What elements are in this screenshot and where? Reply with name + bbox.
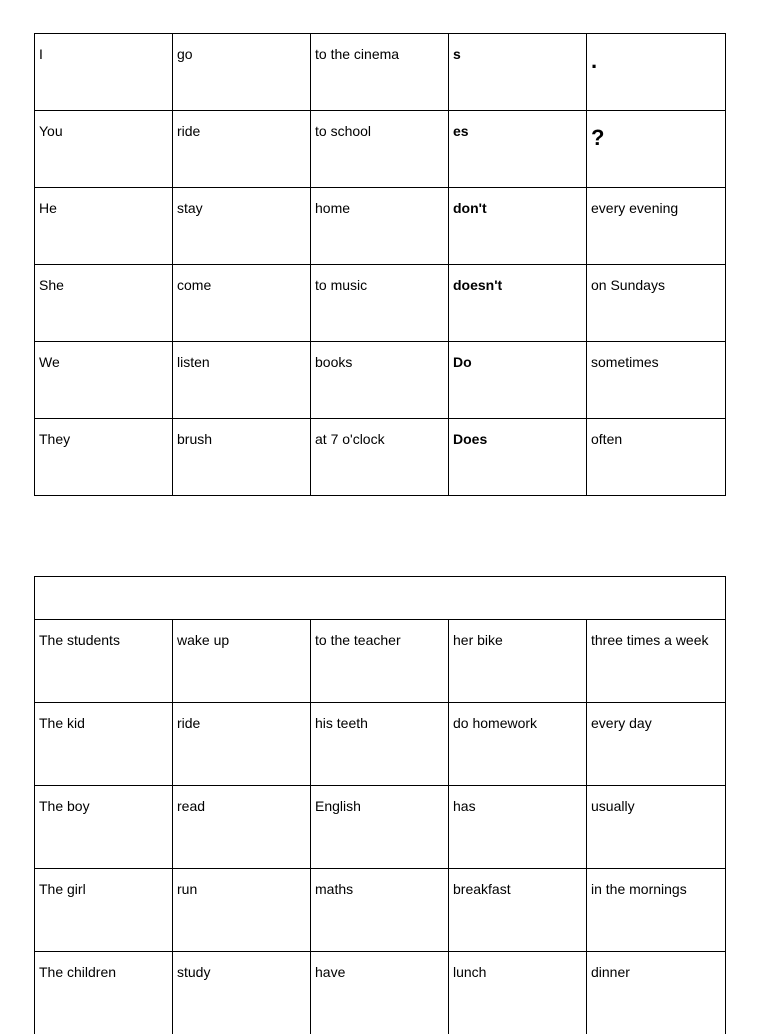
table-cell [311, 34, 449, 111]
word-table-2 [34, 576, 726, 1034]
cell-text: to music [311, 265, 448, 293]
cell-text: run [173, 869, 310, 897]
table-row [35, 869, 726, 952]
table-cell [449, 419, 587, 496]
cell-text: do homework [449, 703, 586, 731]
table-row [35, 188, 726, 265]
table-cell [35, 869, 173, 952]
cell-text: breakfast [449, 869, 586, 897]
table-cell [311, 265, 449, 342]
cell-text: stay [173, 188, 310, 216]
table-cell [173, 703, 311, 786]
cell-text: . [587, 34, 725, 72]
table-cell [449, 786, 587, 869]
cell-text: read [173, 786, 310, 814]
cell-text: lunch [449, 952, 586, 980]
cell-text: The girl [35, 869, 172, 897]
table-cell [173, 869, 311, 952]
table-cell [587, 952, 726, 1034]
cell-text: maths [311, 869, 448, 897]
cell-text: s [449, 34, 586, 62]
cell-text: English [311, 786, 448, 814]
cell-text: to the teacher [311, 620, 448, 648]
cell-text: The children [35, 952, 172, 980]
cell-text: Does [449, 419, 586, 447]
table-cell [35, 786, 173, 869]
table-row [35, 703, 726, 786]
cell-text: The kid [35, 703, 172, 731]
cell-text: have [311, 952, 448, 980]
table-row [35, 786, 726, 869]
table-cell [587, 111, 726, 188]
table-cell [449, 34, 587, 111]
cell-text: go [173, 34, 310, 62]
cell-text: ride [173, 703, 310, 731]
cell-text: They [35, 419, 172, 447]
cell-text: every day [587, 703, 725, 731]
table-cell [449, 952, 587, 1034]
table-cell [35, 342, 173, 419]
table-cell [449, 342, 587, 419]
cell-text: You [35, 111, 172, 139]
table-cell [311, 620, 449, 703]
cell-text: books [311, 342, 448, 370]
cell-text: to school [311, 111, 448, 139]
cell-text: on Sundays [587, 265, 725, 293]
table-row [35, 620, 726, 703]
table-cell [311, 952, 449, 1034]
table-cell [311, 786, 449, 869]
cell-text: her bike [449, 620, 586, 648]
header-text [35, 577, 725, 589]
table-cell [35, 419, 173, 496]
table-row [35, 342, 726, 419]
table-cell [449, 703, 587, 786]
table-cell [173, 419, 311, 496]
cell-text: home [311, 188, 448, 216]
table-cell [587, 703, 726, 786]
table-cell [587, 786, 726, 869]
table-cell [587, 620, 726, 703]
table-cell [587, 34, 726, 111]
table-cell [35, 952, 173, 1034]
table-cell [587, 342, 726, 419]
cell-text: to the cinema [311, 34, 448, 62]
table-cell [35, 265, 173, 342]
table-cell [587, 869, 726, 952]
cell-text: often [587, 419, 725, 447]
table-cell [587, 188, 726, 265]
table-cell [311, 869, 449, 952]
table-cell [311, 188, 449, 265]
table-row [35, 265, 726, 342]
table-cell [173, 265, 311, 342]
table-header-row [35, 577, 726, 620]
cell-text: ? [587, 111, 725, 149]
table-cell [173, 342, 311, 419]
table-cell [449, 869, 587, 952]
cell-text: three times a week [587, 620, 725, 648]
cell-text: The students [35, 620, 172, 648]
table-cell [449, 188, 587, 265]
table-cell [449, 265, 587, 342]
table-cell [311, 703, 449, 786]
table-header-cell [35, 577, 726, 620]
cell-text: brush [173, 419, 310, 447]
table-cell [587, 265, 726, 342]
cell-text: es [449, 111, 586, 139]
cell-text: every evening [587, 188, 725, 216]
table-cell [173, 34, 311, 111]
table-cell [35, 620, 173, 703]
cell-text: in the mornings [587, 869, 725, 897]
word-table-1 [34, 33, 726, 496]
cell-text: doesn't [449, 265, 586, 293]
table-cell [311, 111, 449, 188]
cell-text: sometimes [587, 342, 725, 370]
table-cell [449, 111, 587, 188]
cell-text: We [35, 342, 172, 370]
table-cell [35, 703, 173, 786]
table-cell [35, 111, 173, 188]
cell-text: at 7 o'clock [311, 419, 448, 447]
table-cell [311, 419, 449, 496]
cell-text: usually [587, 786, 725, 814]
cell-text: don't [449, 188, 586, 216]
cell-text: listen [173, 342, 310, 370]
table-cell [173, 111, 311, 188]
cell-text: wake up [173, 620, 310, 648]
table-cell [311, 342, 449, 419]
cell-text: He [35, 188, 172, 216]
cell-text: come [173, 265, 310, 293]
table-cell [173, 188, 311, 265]
cell-text: She [35, 265, 172, 293]
table-cell [35, 34, 173, 111]
cell-text: dinner [587, 952, 725, 980]
table-row [35, 419, 726, 496]
table-cell [35, 188, 173, 265]
table-row [35, 34, 726, 111]
table-row [35, 111, 726, 188]
cell-text: study [173, 952, 310, 980]
cell-text: Do [449, 342, 586, 370]
table-row [35, 952, 726, 1034]
table-cell [449, 620, 587, 703]
table-cell [173, 620, 311, 703]
cell-text: his teeth [311, 703, 448, 731]
cell-text: I [35, 34, 172, 62]
table-cell [587, 419, 726, 496]
table-cell [173, 786, 311, 869]
cell-text: The boy [35, 786, 172, 814]
cell-text: has [449, 786, 586, 814]
table-cell [173, 952, 311, 1034]
cell-text: ride [173, 111, 310, 139]
